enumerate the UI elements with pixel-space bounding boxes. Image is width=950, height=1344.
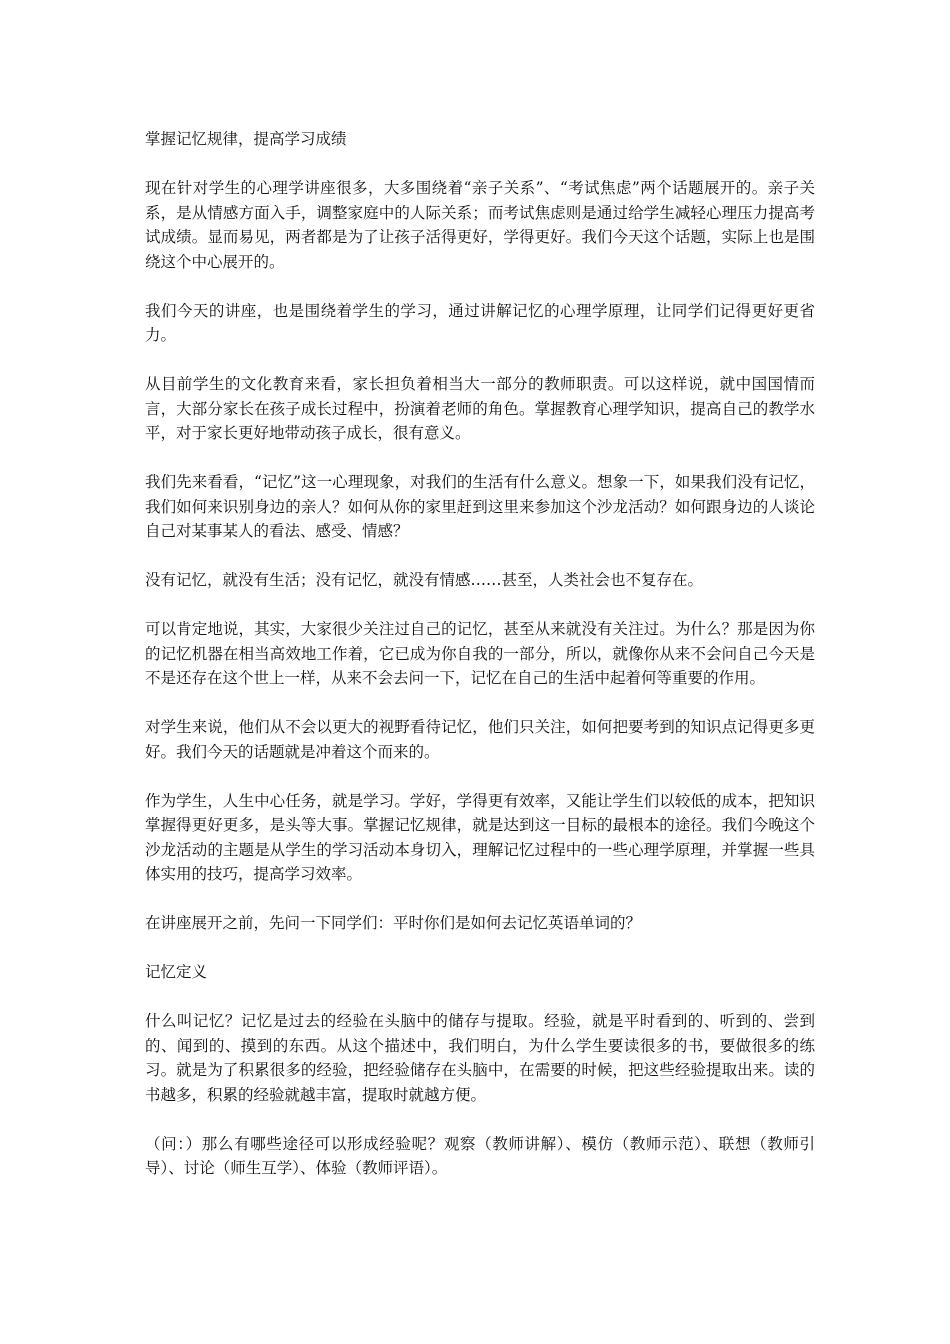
paragraph: （问：）那么有哪些途径可以形成经验呢？观察（教师讲解）、模仿（教师示范）、联想（教师引导）、讨论（师生互学）、体验（教师评语）。: [145, 1134, 815, 1177]
document-title: 掌握记忆规律，提高学习成绩: [145, 130, 347, 148]
paragraph: 对学生来说，他们从不会以更大的视野看待记忆，他们只关注，如何把要考到的知识点记得更多更好。我们今天的话题就是冲着这个而来的。: [145, 718, 815, 761]
paragraph: 现在针对学生的心理学讲座很多，大多围绕着“亲子关系”、“考试焦虑”两个话题展开的。亲子关系，是从情感方面入手，调整家庭中的人际关系；而考试焦虑则是通过给学生减轻心理压力提高考试成绩。显而易见，两者都是为了让孩子活得更好，学得更好。我们今天这个话题，实际上也是围绕这个中心展开的。: [145, 179, 815, 271]
paragraph: 从目前学生的文化教育来看，家长担负着相当大一部分的教师职责。可以这样说，就中国国情而言，大部分家长在孩子成长过程中，扮演着老师的角色。掌握教育心理学知识，提高自己的教学水平，对于家长更好地带动孩子成长，很有意义。: [145, 375, 815, 442]
section-heading: 记忆定义: [145, 963, 208, 981]
document-body: [145, 127, 815, 1205]
paragraph: 我们今天的讲座，也是围绕着学生的学习，通过讲解记忆的心理学原理，让同学们记得更好更省力。: [145, 301, 815, 344]
paragraph: 我们先来看看，“记忆”这一心理现象，对我们的生活有什么意义。想象一下，如果我们没有记忆，我们如何来识别身边的亲人？如何从你的家里赶到这里来参加这个沙龙活动？如何跟身边的人谈论自己对某事某人的看法、感受、情感？: [145, 473, 815, 540]
paragraph: 作为学生，人生中心任务，就是学习。学好，学得更有效率，又能让学生们以较低的成本，把知识掌握得更好更多，是头等大事。掌握记忆规律，就是达到这一目标的最根本的途径。我们今晚这个沙龙活动的主题是从学生的学习活动本身切入，理解记忆过程中的一些心理学原理，并掌握一些具体实用的技巧，提高学习效率。: [145, 791, 815, 883]
paragraph: 没有记忆，就没有生活；没有记忆，就没有情感……甚至，人类社会也不复存在。: [145, 571, 704, 589]
paragraph: 可以肯定地说，其实，大家很少关注过自己的记忆，甚至从来就没有关注过。为什么？那是因为你的记忆机器在相当高效地工作着，它已成为你自我的一部分，所以，就像你从来不会问自己今天是不是还存在这个世上一样，从来不会去问一下，记忆在自己的生活中起着何等重要的作用。: [145, 620, 815, 687]
paragraph: 什么叫记忆？记忆是过去的经验在头脑中的储存与提取。经验，就是平时看到的、听到的、尝到的、闻到的、摸到的东西。从这个描述中，我们明白，为什么学生要读很多的书，要做很多的练习。就是为了积累很多的经验，把经验储存在头脑中，在需要的时候，把这些经验提取出来。读的书越多，积累的经验就越丰富，提取时就越方便。: [145, 1012, 815, 1104]
paragraph: 在讲座展开之前，先问一下同学们：平时你们是如何去记忆英语单词的？: [145, 914, 642, 932]
